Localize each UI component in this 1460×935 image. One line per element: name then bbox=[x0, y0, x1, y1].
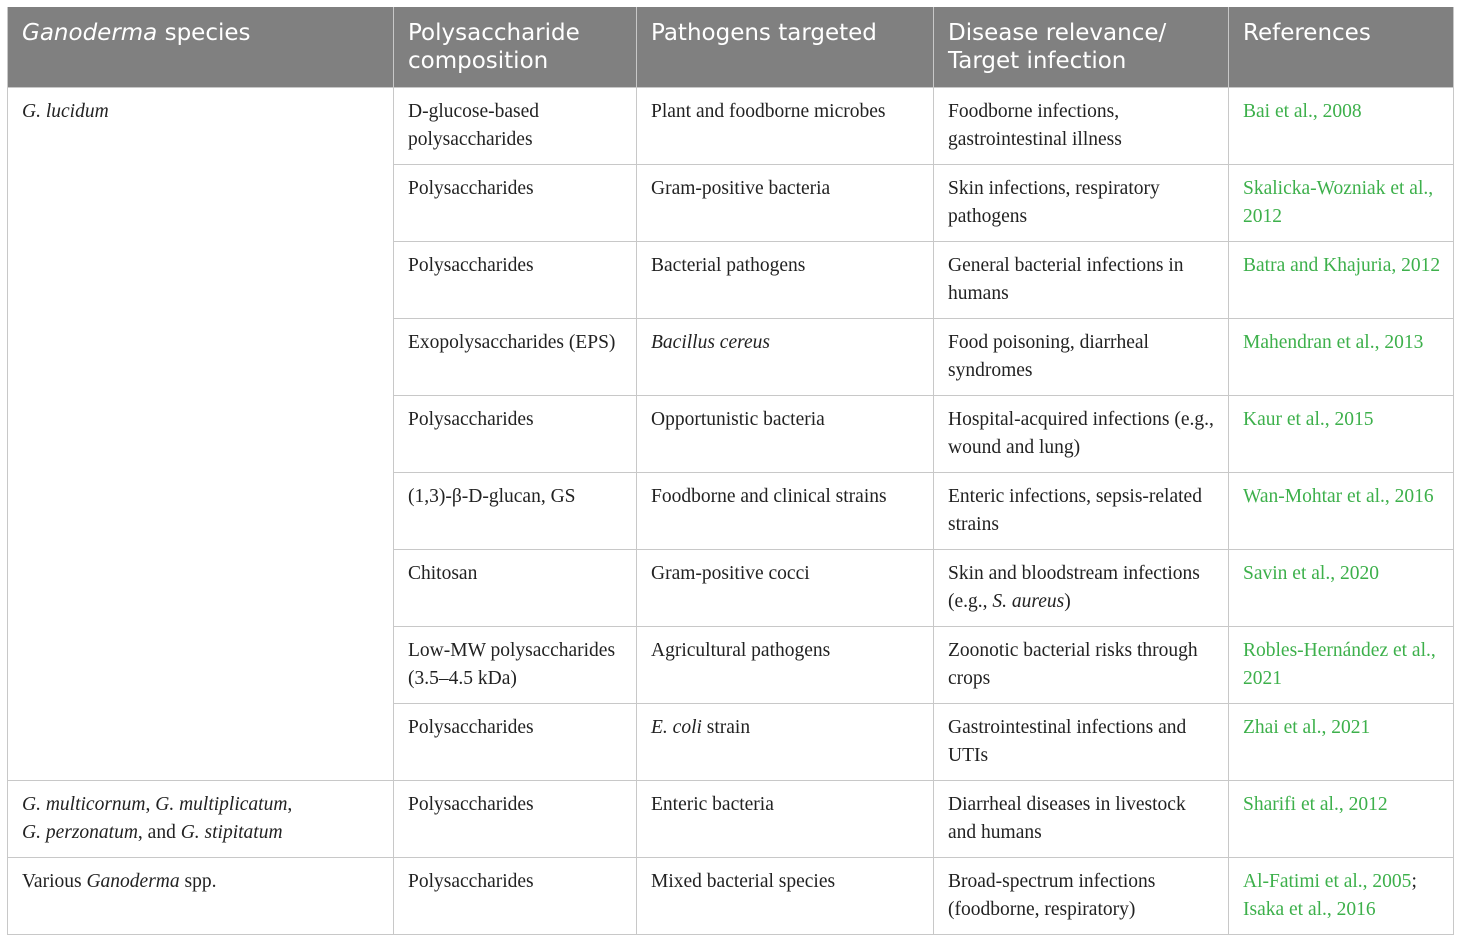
composition-cell: Polysaccharides bbox=[394, 165, 637, 242]
table-row bbox=[8, 88, 1454, 165]
reference-link[interactable]: Batra and Khajuria, 2012 bbox=[1229, 242, 1454, 319]
ganoderma-polysaccharide-table bbox=[7, 7, 1454, 935]
disease-cell: Enteric infections, sepsis-related strains bbox=[934, 473, 1229, 550]
reference-link[interactable]: Zhai et al., 2021 bbox=[1229, 704, 1454, 781]
header-references: References bbox=[1229, 7, 1454, 88]
pathogen-cell: Gram-positive bacteria bbox=[637, 165, 934, 242]
table-row bbox=[8, 858, 1454, 935]
reference-link[interactable]: Savin et al., 2020 bbox=[1229, 550, 1454, 627]
pathogen-cell: Opportunistic bacteria bbox=[637, 396, 934, 473]
pathogen-cell: Mixed bacterial species bbox=[637, 858, 934, 935]
header-species: Ganoderma species bbox=[8, 7, 394, 88]
composition-cell: Polysaccharides bbox=[394, 242, 637, 319]
pathogen-cell: Bacillus cereus bbox=[637, 319, 934, 396]
disease-cell: General bacterial infections in humans bbox=[934, 242, 1229, 319]
species-cell: G. multicornum, G. multiplicatum, G. perzonatum, and G. stipitatum bbox=[8, 781, 394, 858]
disease-cell: Hospital-acquired infections (e.g., wound and lung) bbox=[934, 396, 1229, 473]
pathogen-cell: Agricultural pathogens bbox=[637, 627, 934, 704]
reference-link[interactable]: Robles-Hernández et al., 2021 bbox=[1229, 627, 1454, 704]
composition-cell: Chitosan bbox=[394, 550, 637, 627]
table-body bbox=[8, 88, 1454, 935]
composition-cell: Polysaccharides bbox=[394, 858, 637, 935]
species-cell: Various Ganoderma spp. bbox=[8, 858, 394, 935]
disease-cell: Foodborne infections, gastrointestinal illness bbox=[934, 88, 1229, 165]
composition-cell: Polysaccharides bbox=[394, 781, 637, 858]
pathogen-cell: Gram-positive cocci bbox=[637, 550, 934, 627]
header-row bbox=[8, 7, 1454, 88]
disease-cell: Zoonotic bacterial risks through crops bbox=[934, 627, 1229, 704]
composition-cell: D-glucose-based polysaccharides bbox=[394, 88, 637, 165]
reference-link[interactable]: Isaka et al., 2016 bbox=[1243, 899, 1376, 920]
species-cell: G. lucidum bbox=[8, 88, 394, 781]
composition-cell: Low-MW polysaccharides (3.5–4.5 kDa) bbox=[394, 627, 637, 704]
references-cell: Al-Fatimi et al., 2005; Isaka et al., 2016 bbox=[1229, 858, 1454, 935]
reference-link[interactable]: Bai et al., 2008 bbox=[1229, 88, 1454, 165]
disease-cell: Skin and bloodstream infections (e.g., S. aureus) bbox=[934, 550, 1229, 627]
pathogen-cell: Foodborne and clinical strains bbox=[637, 473, 934, 550]
disease-cell: Skin infections, respiratory pathogens bbox=[934, 165, 1229, 242]
reference-link[interactable]: Mahendran et al., 2013 bbox=[1229, 319, 1454, 396]
header-composition: Polysaccharide composition bbox=[394, 7, 637, 88]
disease-cell: Broad-spectrum infections (foodborne, respiratory) bbox=[934, 858, 1229, 935]
table-header bbox=[8, 7, 1454, 88]
composition-cell: (1,3)-β-D-glucan, GS bbox=[394, 473, 637, 550]
table-row bbox=[8, 781, 1454, 858]
composition-cell: Exopolysaccharides (EPS) bbox=[394, 319, 637, 396]
reference-link[interactable]: Al-Fatimi et al., 2005 bbox=[1243, 871, 1412, 892]
pathogen-cell: E. coli strain bbox=[637, 704, 934, 781]
pathogen-cell: Plant and foodborne microbes bbox=[637, 88, 934, 165]
reference-link[interactable]: Kaur et al., 2015 bbox=[1229, 396, 1454, 473]
composition-cell: Polysaccharides bbox=[394, 704, 637, 781]
pathogen-cell: Enteric bacteria bbox=[637, 781, 934, 858]
reference-link[interactable]: Sharifi et al., 2012 bbox=[1229, 781, 1454, 858]
disease-cell: Diarrheal diseases in livestock and humans bbox=[934, 781, 1229, 858]
reference-link[interactable]: Skalicka-Wozniak et al., 2012 bbox=[1229, 165, 1454, 242]
header-disease: Disease relevance/ Target infection bbox=[934, 7, 1229, 88]
header-pathogens: Pathogens targeted bbox=[637, 7, 934, 88]
disease-cell: Gastrointestinal infections and UTIs bbox=[934, 704, 1229, 781]
pathogen-cell: Bacterial pathogens bbox=[637, 242, 934, 319]
disease-cell: Food poisoning, diarrheal syndromes bbox=[934, 319, 1229, 396]
reference-link[interactable]: Wan-Mohtar et al., 2016 bbox=[1229, 473, 1454, 550]
composition-cell: Polysaccharides bbox=[394, 396, 637, 473]
